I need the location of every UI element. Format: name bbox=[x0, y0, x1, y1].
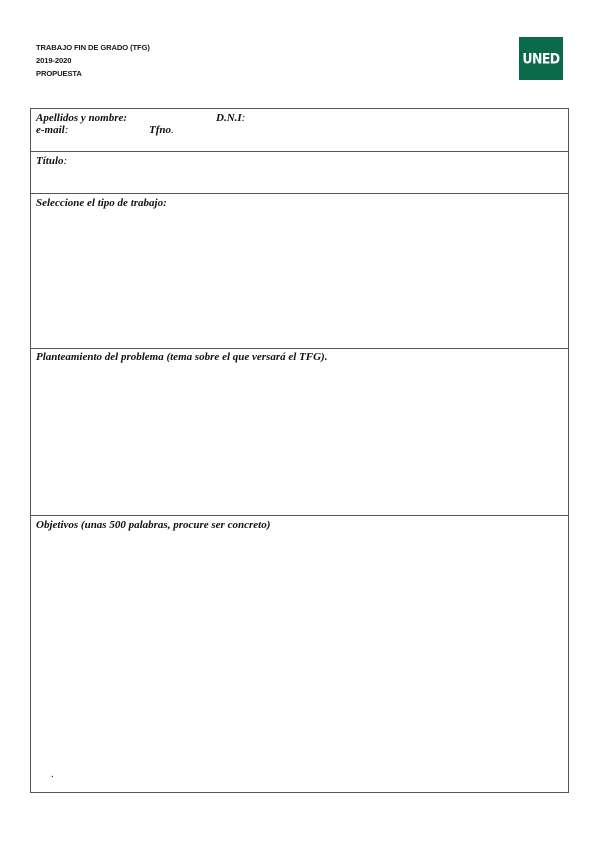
phone-label bbox=[149, 124, 174, 136]
title-label-text: Título bbox=[36, 155, 64, 167]
header-subtitle: PROPUESTA bbox=[36, 69, 82, 78]
dni-label bbox=[216, 112, 245, 124]
phone-dot: . bbox=[171, 124, 174, 136]
title-label bbox=[36, 155, 67, 167]
name-label: Apellidos y nombre: bbox=[36, 112, 128, 124]
work-type-label: Seleccione el tipo de trabajo: bbox=[36, 197, 167, 209]
header-year: 2019-2020 bbox=[36, 56, 72, 65]
email-label-text: e-mail bbox=[36, 124, 65, 136]
uned-logo bbox=[519, 37, 563, 80]
proposal-form bbox=[30, 108, 569, 793]
title-section bbox=[31, 152, 568, 194]
email-label bbox=[36, 124, 68, 136]
phone-label-text: Tfno bbox=[149, 124, 171, 136]
dni-label-text: D.N.I bbox=[216, 112, 242, 124]
header-text-block bbox=[36, 41, 150, 80]
problem-section bbox=[31, 349, 568, 516]
uned-logo-text: UNED bbox=[522, 49, 560, 68]
header-title: TRABAJO FIN DE GRADO (TFG) bbox=[36, 43, 150, 52]
email-colon: : bbox=[64, 124, 69, 136]
objectives-label: Objetivos (unas 500 palabras, procure ser concreto) bbox=[36, 519, 271, 531]
dni-colon: : bbox=[241, 112, 246, 124]
personal-data-section bbox=[31, 109, 568, 152]
objectives-section bbox=[31, 516, 568, 792]
title-colon: : bbox=[63, 155, 68, 167]
work-type-section bbox=[31, 194, 568, 349]
objectives-dot: . bbox=[51, 768, 54, 780]
problem-label: Planteamiento del problema (tema sobre el que versará el TFG). bbox=[36, 351, 328, 363]
